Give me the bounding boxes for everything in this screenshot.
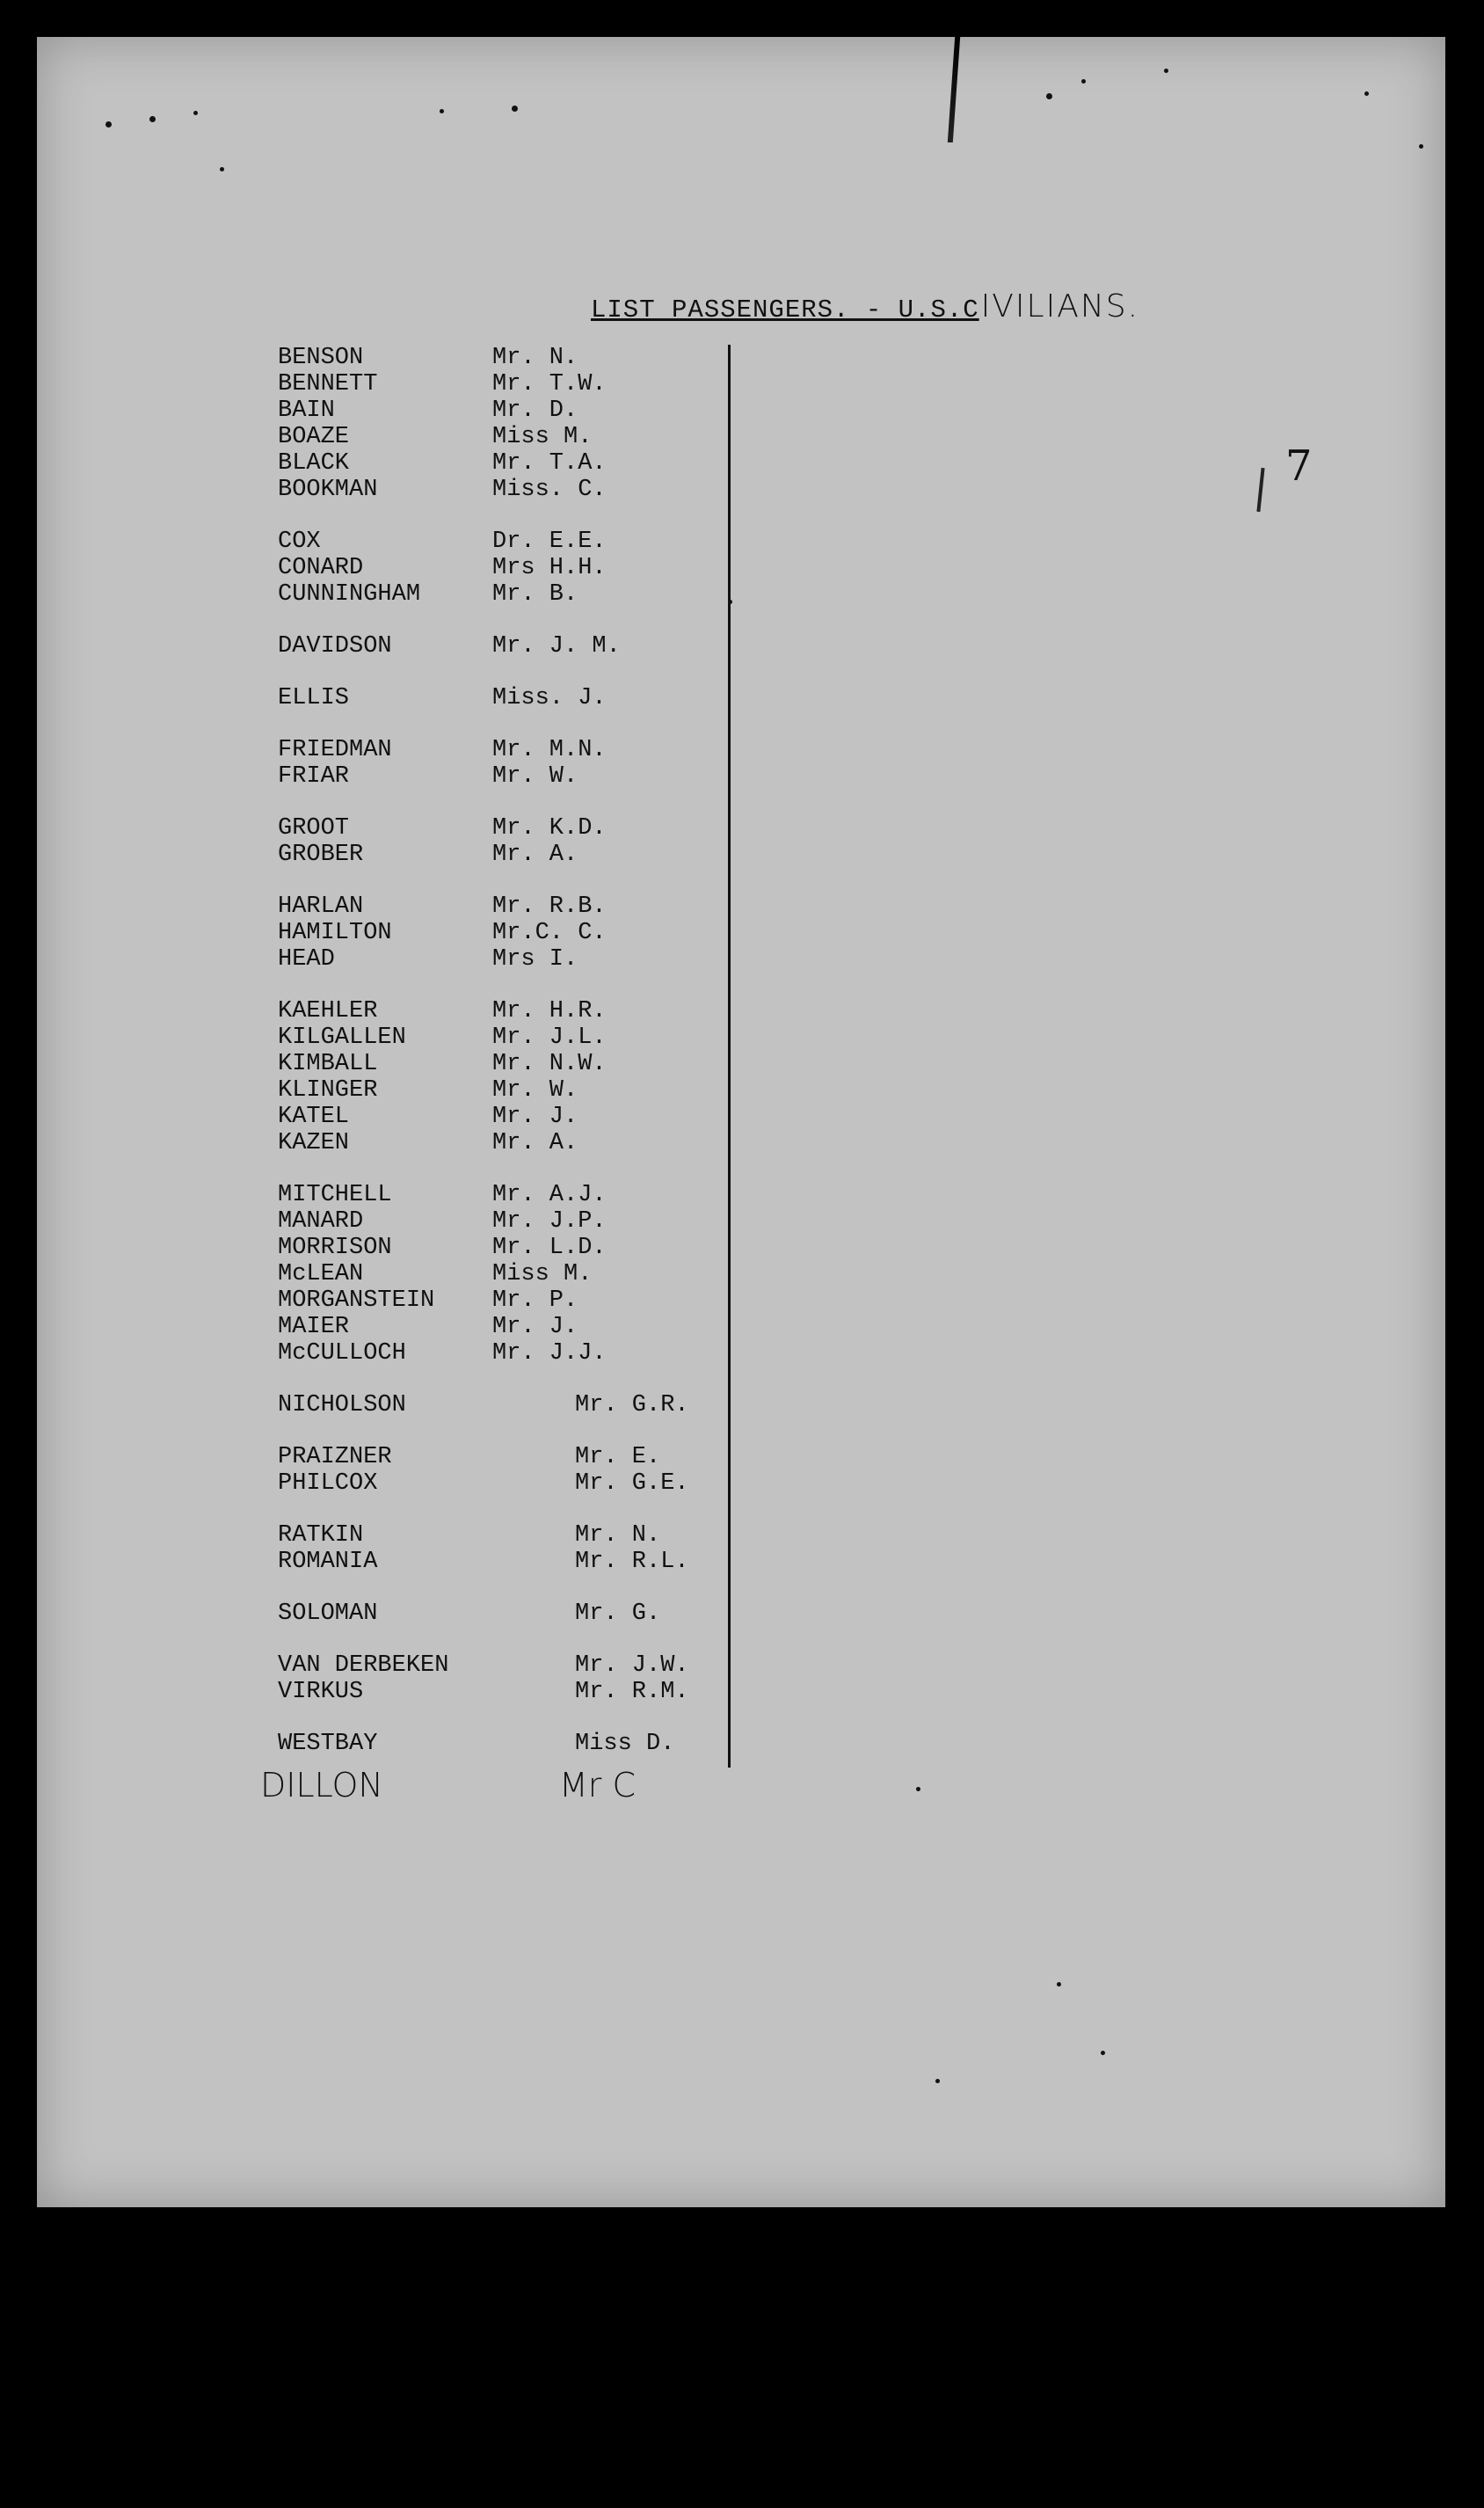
page-title (591, 288, 1139, 324)
handwritten-title: Mr C (559, 1766, 637, 1804)
passenger-surname: KATEL (278, 1104, 350, 1130)
passenger-surname: KILGALLEN (278, 1024, 406, 1051)
passenger-surname: BLACK (278, 450, 350, 477)
passenger-surname: MANARD (278, 1208, 364, 1235)
passenger-title-initials: Mr. E. (575, 1444, 661, 1470)
passenger-surname: MAIER (278, 1314, 350, 1340)
passenger-title-initials: Mr. T.A. (492, 450, 607, 477)
paper-tear (948, 37, 960, 142)
passenger-title-initials: Mr.C. C. (492, 920, 607, 946)
passenger-title-initials: Mr. A. (492, 842, 578, 868)
page-tick-mark (1256, 468, 1264, 512)
passenger-title-initials: Mr. B. (492, 581, 578, 608)
passenger-title-initials: Mr. R.B. (492, 893, 607, 920)
passenger-title-initials: Mr. A.J. (492, 1182, 607, 1208)
passenger-title-initials: Mr. N.W. (492, 1051, 607, 1077)
passenger-title-initials: Mr. G.R. (575, 1392, 689, 1418)
passenger-surname: DAVIDSON (278, 633, 392, 660)
passenger-title-initials: Mr. P. (492, 1287, 578, 1314)
passenger-surname: FRIEDMAN (278, 737, 392, 763)
passenger-title-initials: Mrs I. (492, 946, 578, 973)
passenger-surname: GROBER (278, 842, 364, 868)
speck (1164, 69, 1168, 73)
passenger-title-initials: Miss M. (492, 1261, 593, 1287)
passenger-surname: VAN DERBEKEN (278, 1652, 449, 1679)
passenger-surname: SOLOMAN (278, 1600, 378, 1627)
speck (935, 2079, 940, 2083)
passenger-title-initials: Mr. N. (492, 345, 578, 371)
page-number: 7 (1285, 441, 1313, 491)
speck (105, 121, 112, 128)
passenger-title-initials: Mr. J.L. (492, 1024, 607, 1051)
passenger-surname: HAMILTON (278, 920, 392, 946)
document-page (37, 37, 1445, 2207)
speck (220, 167, 224, 171)
passenger-title-initials: Mr. M.N. (492, 737, 607, 763)
passenger-surname: PHILCOX (278, 1470, 378, 1497)
speck (1101, 2051, 1105, 2055)
speck (1364, 91, 1369, 96)
speck (1419, 144, 1423, 149)
passenger-title-initials: Mr. J.W. (575, 1652, 689, 1679)
passenger-surname: KIMBALL (278, 1051, 378, 1077)
passenger-title-initials: Miss. J. (492, 685, 607, 711)
passenger-title-initials: Mr. J.J. (492, 1340, 607, 1367)
passenger-surname: CUNNINGHAM (278, 581, 421, 608)
passenger-surname: FRIAR (278, 763, 350, 790)
passenger-title-initials: Mr. T.W. (492, 371, 607, 397)
passenger-surname: ELLIS (278, 685, 350, 711)
passenger-title-initials: Mr. R.L. (575, 1549, 689, 1575)
passenger-title-initials: Dr. E.E. (492, 529, 607, 555)
speck (512, 106, 518, 112)
passenger-surname: BOOKMAN (278, 477, 378, 503)
passenger-surname: WESTBAY (278, 1731, 378, 1757)
passenger-surname: NICHOLSON (278, 1392, 406, 1418)
speck (440, 109, 444, 113)
passenger-surname: KAEHLER (278, 998, 378, 1024)
handwritten-surname: DILLON (260, 1766, 383, 1804)
passenger-surname: HARLAN (278, 893, 364, 920)
column-divider (728, 345, 731, 1768)
passenger-surname: HEAD (278, 946, 335, 973)
passenger-title-initials: Mr. W. (492, 1077, 578, 1104)
passenger-surname: McCULLOCH (278, 1340, 406, 1367)
passenger-surname: KAZEN (278, 1130, 350, 1156)
passenger-title-initials: Miss M. (492, 424, 593, 450)
passenger-title-initials: Mr. H.R. (492, 998, 607, 1024)
passenger-title-initials: Mr. J. M. (492, 633, 621, 660)
passenger-surname: RATKIN (278, 1522, 364, 1549)
speck (193, 111, 198, 115)
passenger-surname: CONARD (278, 555, 364, 581)
passenger-surname: GROOT (278, 815, 350, 842)
passenger-surname: MITCHELL (278, 1182, 392, 1208)
passenger-title-initials: Mr. J.P. (492, 1208, 607, 1235)
passenger-surname: PRAIZNER (278, 1444, 392, 1470)
passenger-title-initials: Miss. C. (492, 477, 607, 503)
passenger-title-initials: Mr. K.D. (492, 815, 607, 842)
speck (1057, 1982, 1061, 1987)
passenger-title-initials: Mr. G.E. (575, 1470, 689, 1497)
passenger-title-initials: Mrs H.H. (492, 555, 607, 581)
passenger-surname: MORRISON (278, 1235, 392, 1261)
speck (149, 116, 156, 122)
passenger-surname: BENNETT (278, 371, 378, 397)
speck (1081, 79, 1086, 84)
passenger-surname: BENSON (278, 345, 364, 371)
passenger-title-initials: Mr. N. (575, 1522, 661, 1549)
page-title-typed: LIST PASSENGERS. - U.S.C (591, 295, 979, 324)
passenger-title-initials: Mr. D. (492, 397, 578, 424)
passenger-surname: VIRKUS (278, 1679, 364, 1705)
passenger-title-initials: Mr. G. (575, 1600, 661, 1627)
passenger-surname: McLEAN (278, 1261, 364, 1287)
passenger-title-initials: Mr. L.D. (492, 1235, 607, 1261)
passenger-surname: KLINGER (278, 1077, 378, 1104)
passenger-title-initials: Mr. J. (492, 1314, 578, 1340)
speck (1046, 93, 1052, 99)
passenger-surname: BOAZE (278, 424, 350, 450)
passenger-surname: MORGANSTEIN (278, 1287, 435, 1314)
passenger-surname: BAIN (278, 397, 335, 424)
speck (916, 1787, 920, 1791)
passenger-surname: ROMANIA (278, 1549, 378, 1575)
passenger-title-initials: Miss D. (575, 1731, 675, 1757)
passenger-title-initials: Mr. A. (492, 1130, 578, 1156)
passenger-title-initials: Mr. W. (492, 763, 578, 790)
passenger-title-initials: Mr. R.M. (575, 1679, 689, 1705)
passenger-surname: COX (278, 529, 321, 555)
page-title-handwritten: IVILIANS. (980, 288, 1140, 324)
passenger-title-initials: Mr. J. (492, 1104, 578, 1130)
